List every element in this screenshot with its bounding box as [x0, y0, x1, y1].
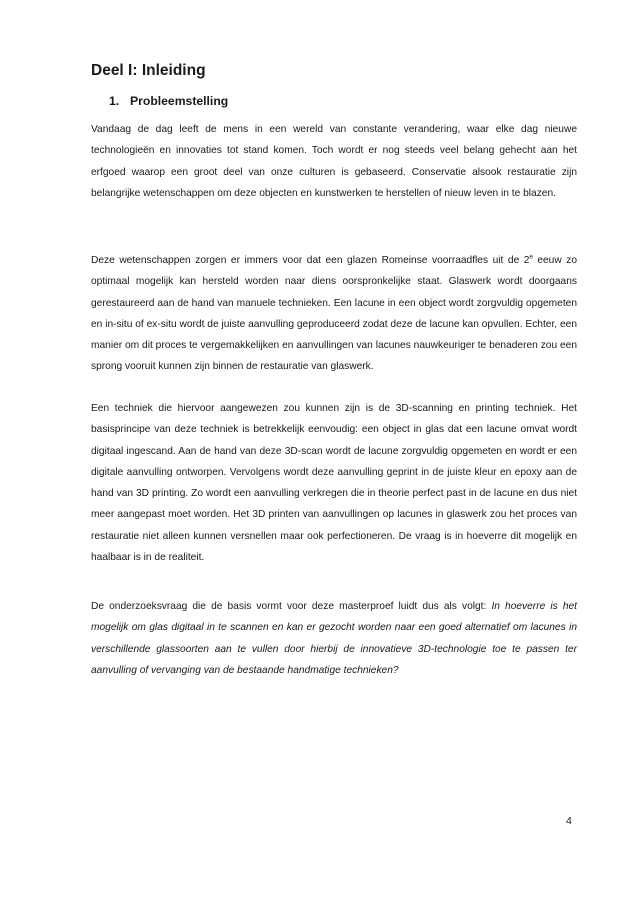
paragraph-intro: Vandaag de dag leeft de mens in een wereld van constante verandering, waar elke dag nieuwe technologieën en innovaties tot stand komen. Toch wordt er nog steeds veel belang gehecht aan het erfgoed waarop een groot deel van onze culturen is gebaseerd. Conservatie alsook restauratie zijn belangrijke wetenschappen om deze objecten en kunstwerken te herstellen of nieuw leven in te blazen.: [91, 124, 577, 199]
chapter-heading: Deel I: Inleiding: [91, 62, 206, 79]
research-question-intro: De onderzoeksvraag die de basis vormt voor deze masterproef luidt dus als volgt:: [91, 601, 487, 612]
paragraph-sciences-text-b: eeuw zo optimaal mogelijk kan hersteld worden naar diens oorspronkelijke staat. Glaswerk wordt doorgaans gerestaureerd aan de hand van manuele technieken. Een lacune in een object wordt zorgvuldig opgemeten en in-situ of ex-situ wordt de juiste aanvulling geproduceerd zodat deze de lacune kan opvullen. Echter, een manier om dit proces te vergemakkelijken en aanvullingen van lacunes nauwkeuriger te benaderen zou een sprong vooruit kunnen zijn binnen de restauratie van glaswerk.: [91, 255, 577, 373]
section-number: 1.: [109, 94, 120, 108]
page-number: 4: [566, 815, 572, 827]
century-superscript: e: [529, 254, 533, 261]
paragraph-sciences: [91, 250, 577, 378]
research-question-text: In hoeverre is het mogelijk om glas digitaal in te scannen en kan er gezocht worden naar een goed alternatief om lacunes in verschillende glassoorten aan te vullen door hierbij de innovatieve 3D-technologie toe te passen ter aanvulling of vervanging van de bestaande handmatige technieken?: [91, 601, 577, 676]
section-title: Probleemstelling: [130, 94, 229, 108]
paragraph-sciences-text-a: Deze wetenschappen zorgen er immers voor dat een glazen Romeinse voorraadfles uit de 2: [91, 255, 530, 266]
section-heading: [109, 94, 228, 108]
paragraph-research-question: [91, 596, 577, 681]
paragraph-technique: Een techniek die hiervoor aangewezen zou kunnen zijn is de 3D-scanning en printing techniek. Het basisprincipe van deze techniek is betrekkelijk eenvoudig: een object in glas dat een lacune omvat wordt digitaal ingescand. Aan de hand van deze 3D-scan wordt de lacune zorgvuldig opgemeten en wordt er een digitale aanvulling ontworpen. Vervolgens wordt deze aanvulling geprint in de juiste kleur en epoxy aan de hand van 3D printing. Zo wordt een aanvulling verkregen die in theorie perfect past in de lacune en dus niet meer aangepast moet worden. Het 3D printen van aanvullingen op lacunes in glaswerk zou het proces van restauratie niet alleen kunnen versnellen maar ook perfectioneren. De vraag is in hoeverre dit mogelijk en haalbaar is in de realiteit.: [91, 403, 577, 564]
